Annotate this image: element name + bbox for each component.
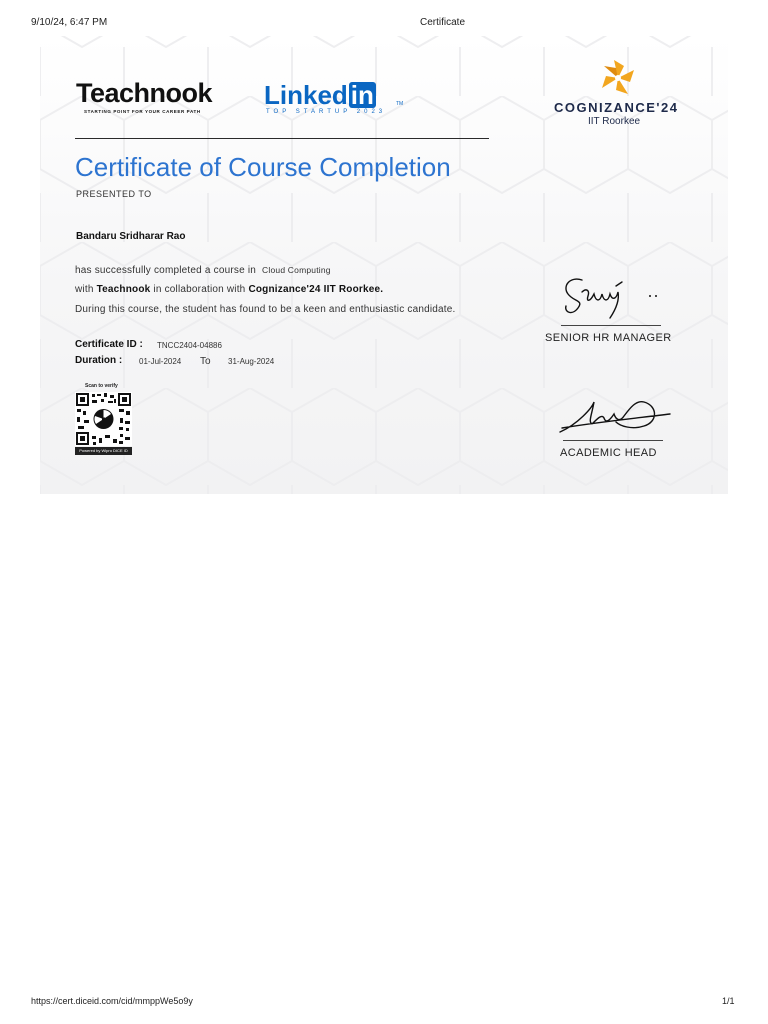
academic-head-signature (558, 394, 676, 438)
presented-to-label: PRESENTED TO (76, 189, 152, 199)
course-name: Cloud Computing (262, 265, 331, 275)
duration-label: Duration : (75, 355, 123, 366)
academic-head-role: ACADEMIC HEAD (560, 447, 657, 459)
linkedin-trademark: TM (396, 101, 404, 107)
cognizance-pinwheel-icon (594, 56, 642, 100)
teachnook-tagline: STARTING POINT FOR YOUR CAREER PATH (84, 109, 201, 114)
to-label: To (200, 356, 211, 367)
senior-hr-signature (560, 272, 670, 322)
completion-text: has successfully completed a course in (75, 265, 257, 276)
linkedin-in-box: in (350, 80, 374, 110)
linkedin-text: Linked (264, 80, 348, 110)
org-name: Teachnook (96, 284, 151, 295)
end-date: 31-Aug-2024 (228, 357, 275, 366)
senior-hr-signature-line (561, 325, 661, 326)
print-datetime: 9/10/24, 6:47 PM (31, 17, 108, 28)
header-divider (75, 138, 489, 139)
cognizance-subtitle: IIT Roorkee (588, 116, 641, 127)
certificate-id-value: TNCC2404-04886 (157, 341, 222, 350)
certificate-title: Certificate of Course Completion (75, 152, 451, 182)
qr-code-icon[interactable] (75, 392, 132, 446)
print-page-number: 1/1 (722, 996, 735, 1006)
linkedin-logo (264, 82, 376, 108)
partner-name: Cognizance'24 IIT Roorkee. (248, 284, 384, 295)
scan-to-verify-label: Scan to verify (85, 383, 118, 389)
start-date: 01-Jul-2024 (139, 357, 182, 366)
collaboration-line (75, 284, 383, 295)
with-text: with (75, 284, 94, 295)
cognizance-name: COGNIZANCE'24 (554, 100, 679, 115)
teachnook-logo: Teachnook (76, 78, 213, 108)
academic-head-signature-line (563, 440, 663, 441)
senior-hr-role: SENIOR HR MANAGER (545, 332, 672, 344)
qr-powered-by: Powered by Wipro DICE ID (75, 447, 132, 455)
completion-line (75, 265, 331, 276)
print-url: https://cert.diceid.com/cid/mmppWe5o9y (31, 996, 193, 1006)
certificate-id-label: Certificate ID : (75, 339, 143, 350)
recipient-name: Bandaru Sridharar Rao (76, 231, 186, 242)
collab-text: in collaboration with (153, 284, 246, 295)
linkedin-tagline: TOP STARTUP 2023 (266, 109, 387, 115)
remark-line: During this course, the student has found to be a keen and enthusiastic candidate. (75, 304, 456, 315)
print-page-title: Certificate (420, 17, 466, 28)
